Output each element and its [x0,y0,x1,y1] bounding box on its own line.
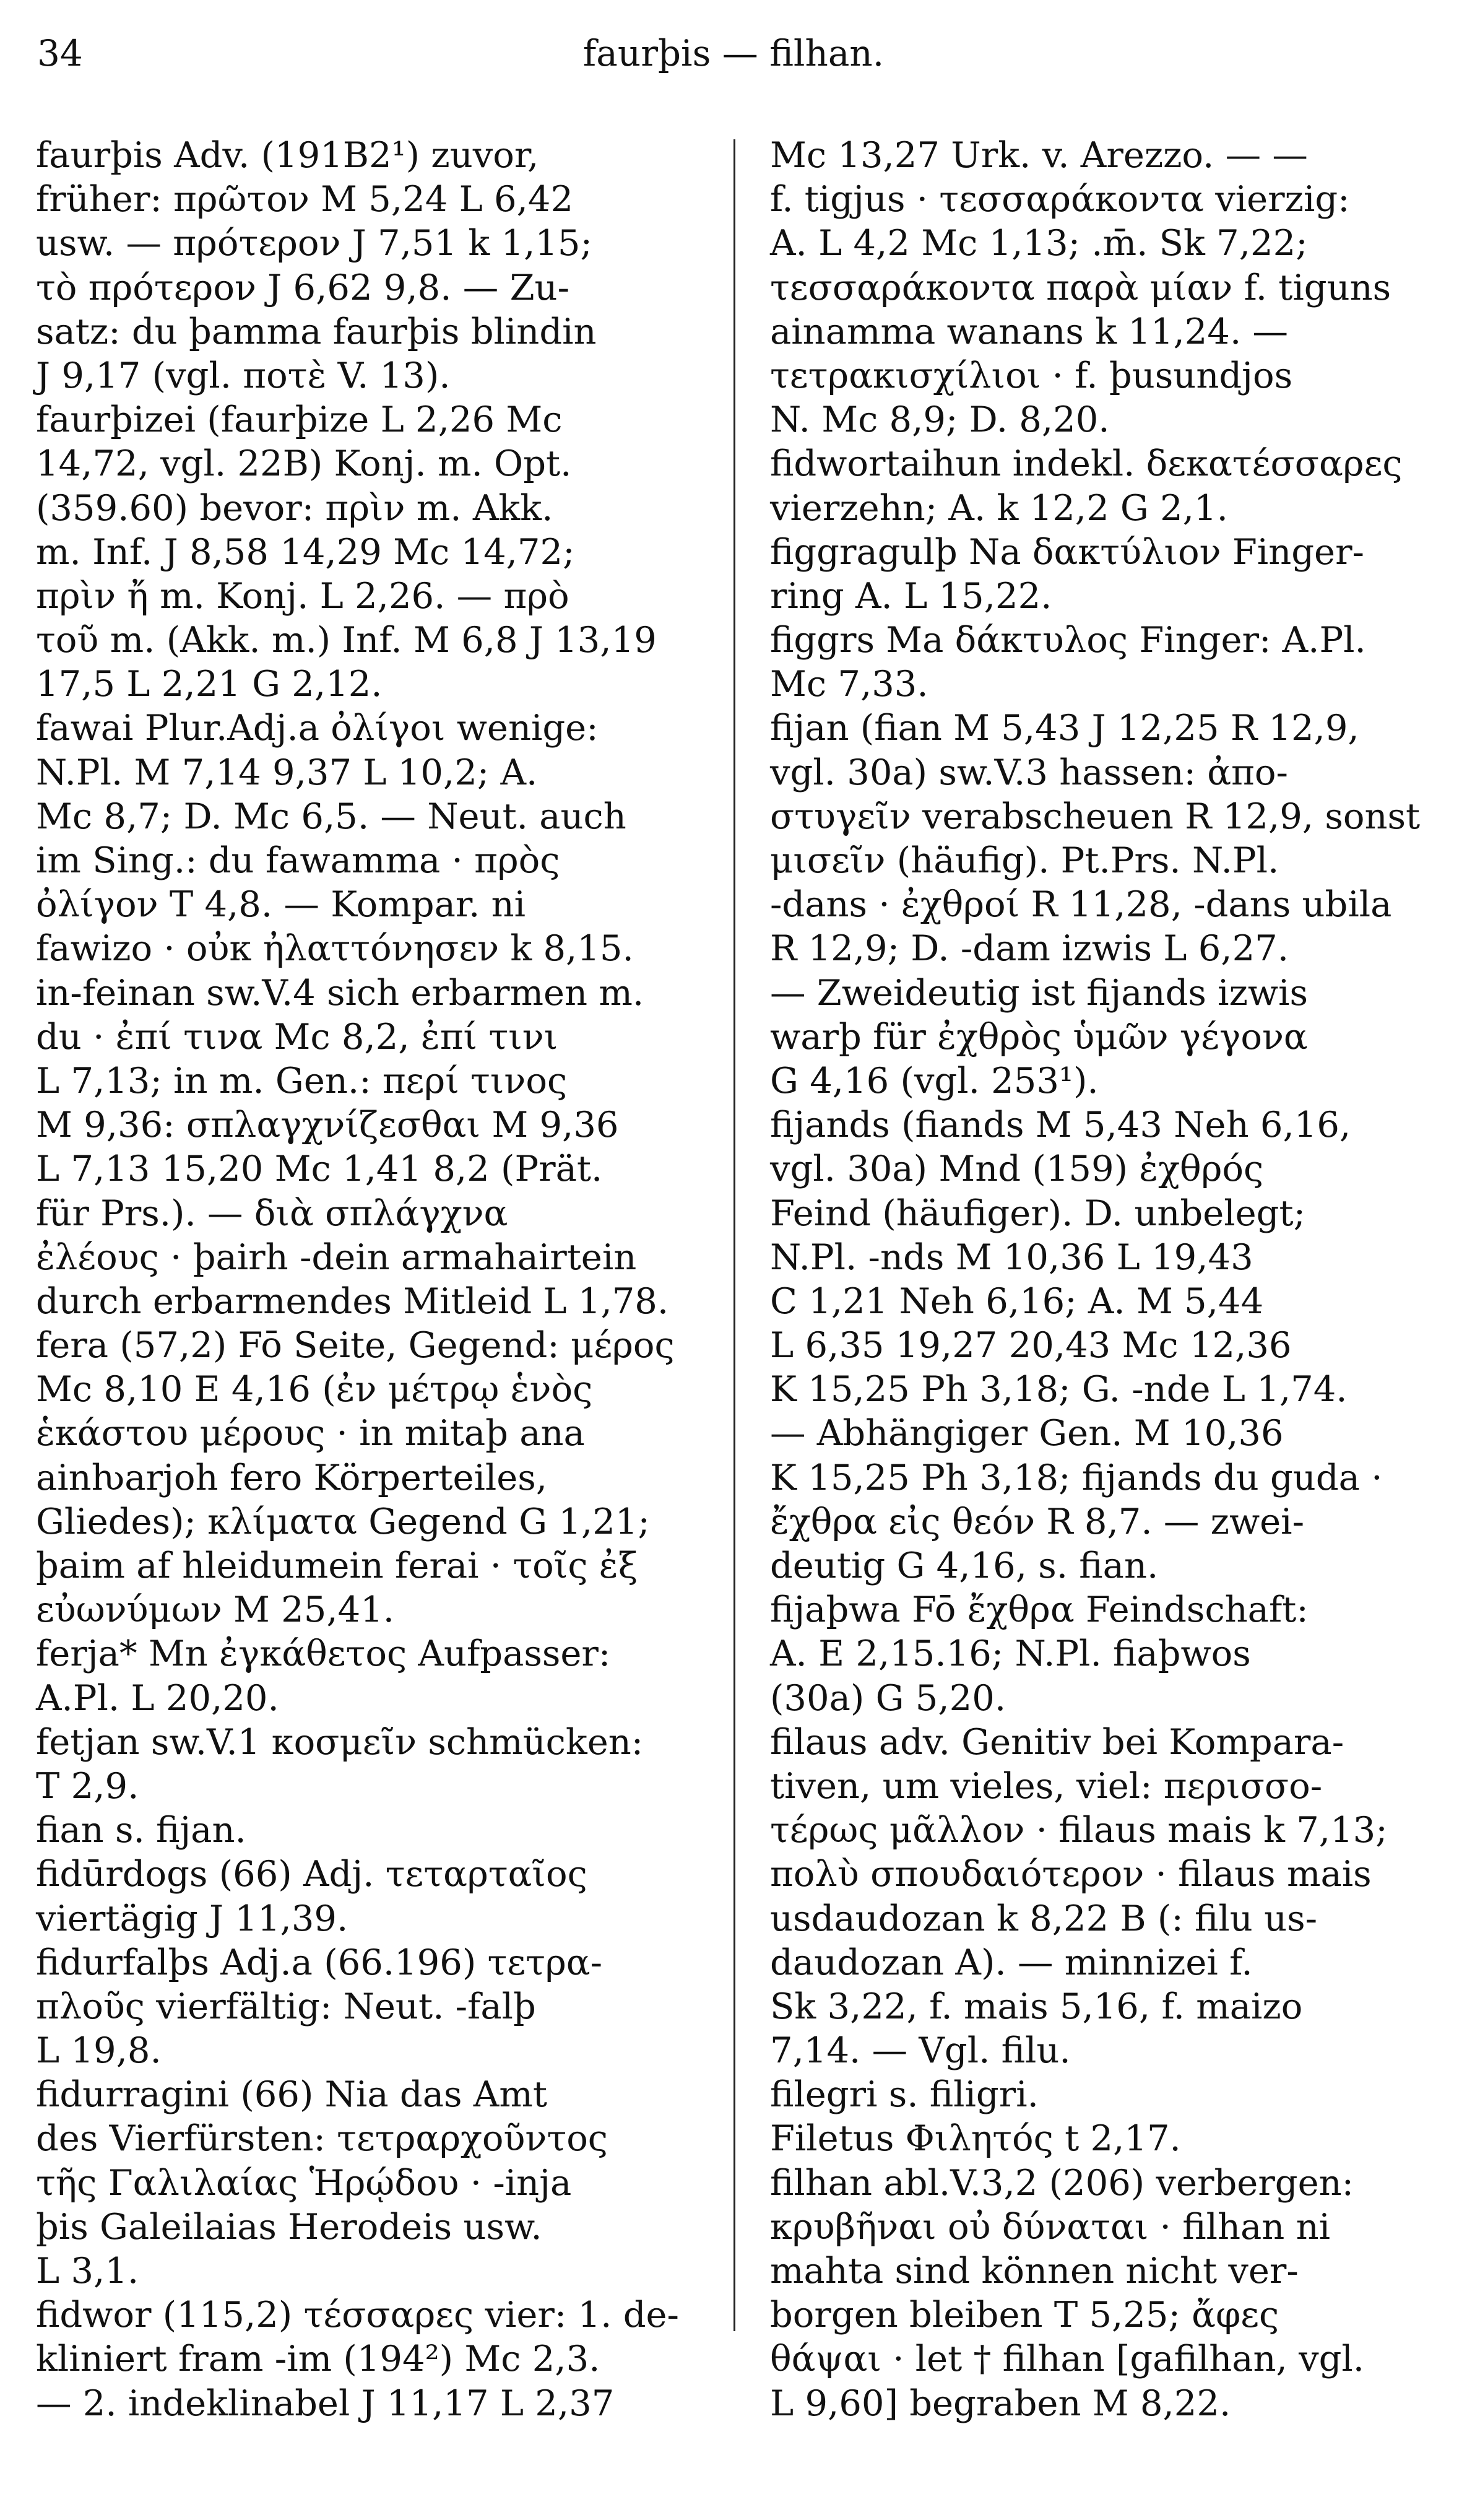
entry-line: L 3,1. [36,2250,139,2292]
entry-line: Mc 7,33. [770,663,928,705]
entry-line: Filetus Φιλητός t 2,17. [770,2118,1181,2160]
entry-line: L 7,13; in m. Gen.: περί τινος [36,1059,568,1101]
entry-line: Sk 3,22, f. mais 5,16, f. maizo [770,1985,1303,2027]
entry-line: πλοῦς vierfältig: Neut. -falþ [36,1985,536,2027]
dictionary-entry [770,2116,1439,2160]
page-number: 34 [37,32,83,74]
dictionary-entry [36,398,704,706]
entry-line: du · ἐπί τινα Mc 8,2, ἐπί τινι [36,1015,558,1058]
entry-line: — 2. indeklinabel J 11,17 L 2,37 [36,2382,615,2424]
entry-line: ainƕarjoh fero Körperteiles, [36,1456,548,1498]
entry-line: N.Pl. M 7,14 9,37 L 10,2; A. [36,751,538,793]
entry-line: τεσσαράκοντα παρὰ μίαν f. tiguns [770,266,1391,308]
entry-line: vierzehn; A. k 12,2 G 2,1. [770,487,1228,529]
entry-line: ainamma wanans k 11,24. — [770,310,1289,352]
dictionary-entry [770,530,1439,618]
entry-line: N. Mc 8,9; D. 8,20. [770,399,1110,441]
entry-line: T 2,9. [36,1765,139,1807]
entry-line: K 15,25 Ph 3,18; G. -nde L 1,74. [770,1368,1348,1410]
entry-line: vgl. 30a) Mnd (159) ἐχθρός [770,1148,1264,1190]
dictionary-entry [36,1323,704,1631]
entry-line: faurþizei (faurþize L 2,26 Mc [36,399,563,441]
entry-line: fidurragini (66) Nia das Amt [36,2074,547,2116]
entry-line: — Zweideutig ist fijands izwis [770,971,1308,1014]
entry-line: þis Galeilaias Herodeis usw. [36,2205,542,2248]
entry-line: L 7,13 15,20 Mc 1,41 8,2 (Prät. [36,1148,603,1190]
entry-line: πολὺ σπουδαιότερον · filaus mais [770,1853,1372,1895]
entry-line: usdaudozan k 8,22 B (: filu us- [770,1897,1318,1939]
entry-line: früher: πρῶτον M 5,24 L 6,42 [36,178,574,220]
entry-line: ring A. L 15,22. [770,575,1052,617]
dictionary-entry [770,706,1439,1103]
entry-line: τὸ πρότερον J 6,62 9,8. — Zu- [36,266,569,308]
entry-line: τέρως μᾶλλον · filaus mais k 7,13; [770,1809,1388,1851]
entry-line: Feind (häufiger). D. unbelegt; [770,1192,1305,1234]
entry-line: Mc 13,27 Urk. v. Arezzo. — — [770,134,1308,176]
running-head: faurþis — filhan. [582,32,885,74]
entry-line: in-feinan sw.V.4 sich erbarmen m. [36,971,644,1014]
entry-line: τῆς Γαλιλαίας Ἡρῴδου · -inja [36,2162,572,2204]
entry-line: fetjan sw.V.1 κοσμεῖν schmücken: [36,1721,644,1763]
dictionary-entry [770,1103,1439,1588]
entry-line: warþ für ἐχθρὸς ὑμῶν γέγονα [770,1015,1308,1058]
entry-line: L 19,8. [36,2030,162,2072]
entry-line: — Abhängiger Gen. M 10,36 [770,1412,1284,1454]
dictionary-entry [36,1808,704,1852]
entry-line: L 6,35 19,27 20,43 Mc 12,36 [770,1324,1292,1366]
entry-line: 14,72, vgl. 22B) Konj. m. Opt. [36,443,572,485]
page-header [37,32,1430,88]
entry-line: Mc 8,10 E 4,16 (ἐν μέτρῳ ἑνὸς [36,1368,593,1410]
entry-line: fijan (fian M 5,43 J 12,25 R 12,9, [770,707,1359,749]
dictionary-entry [770,618,1439,706]
entry-line: L 9,60] begraben M 8,22. [770,2382,1231,2424]
entry-line: fidwortaihun indekl. δεκατέσσαρες [770,443,1403,485]
entry-line: fian s. fijan. [36,1809,246,1851]
dictionary-entry [36,2293,704,2425]
entry-line: fidurfalþs Adj.a (66.196) τετρα- [36,1941,603,1983]
entry-line: (30a) G 5,20. [770,1677,1006,1719]
entry-line: kliniert fram -im (194²) Mc 2,3. [36,2338,600,2380]
right-column [770,133,1439,2425]
entry-line: filegri s. filigri. [770,2074,1039,2116]
entry-line: M 9,36: σπλαγχνίζεσθαι M 9,36 [36,1104,619,1146]
dictionary-entry [770,2072,1439,2116]
entry-line: durch erbarmendes Mitleid L 1,78. [36,1280,669,1322]
column-divider [734,139,735,2331]
entry-line: fawizo · οὐκ ἠλαττόνησεν k 8,15. [36,928,634,970]
entry-line: vgl. 30a) sw.V.3 hassen: ἀπο- [770,751,1288,793]
entry-line: Mc 8,7; D. Mc 6,5. — Neut. auch [36,795,626,837]
entry-line: fidwor (115,2) τέσσαρες vier: 1. de- [36,2294,679,2336]
entry-line: fidūrdogs (66) Adj. τεταρταῖος [36,1853,587,1895]
entry-line: satz: du þamma faurþis blindin [36,310,597,352]
entry-line: K 15,25 Ph 3,18; fijands du guda · [770,1456,1383,1498]
entry-line: -dans · ἐχθροί R 11,28, -dans ubila [770,884,1392,926]
left-column [36,133,704,2425]
entry-line: ἑκάστου μέρους · in mitaþ ana [36,1412,585,1454]
entry-line: A. L 4,2 Mc 1,13; .m̄. Sk 7,22; [770,222,1308,264]
entry-line: ferja* Mn ἐγκάθετος Aufpasser: [36,1633,611,1675]
entry-line: θάψαι · let † filhan [gafilhan, vgl. [770,2338,1365,2380]
entry-line: N.Pl. -nds M 10,36 L 19,43 [770,1236,1253,1278]
entry-line: daudozan A). — minnizei f. [770,1941,1253,1983]
entry-line: πρὶν ἤ m. Konj. L 2,26. — πρὸ [36,575,569,617]
entry-line: εὐωνύμων M 25,41. [36,1589,395,1631]
entry-line: ὀλίγον T 4,8. — Kompar. ni [36,884,526,926]
dictionary-entry [36,1940,704,2073]
entry-line: f. tigjus · τεσσαράκοντα vierzig: [770,178,1350,220]
entry-line: A.Pl. L 20,20. [36,1677,279,1719]
entry-line: μισεῖν (häufig). Pt.Prs. N.Pl. [770,840,1279,881]
entry-line: filhan abl.V.3,2 (206) verbergen: [770,2162,1354,2204]
entry-line: tiven, um vieles, viel: περισσο- [770,1765,1323,1807]
entry-line: mahta sind können nicht ver- [770,2250,1299,2292]
entry-line: faurþis Adv. (191B2¹) zuvor, [36,134,539,176]
entry-line: fawai Plur.Adj.a ὀλίγοι wenige: [36,707,599,749]
entry-line: στυγεῖν verabscheuen R 12,9, sonst [770,795,1421,837]
entry-line: fera (57,2) Fō Seite, Gegend: μέρος [36,1324,675,1366]
entry-line: borgen bleiben T 5,25; ἄφες [770,2294,1279,2336]
entry-line: fijaþwa Fō ἔχθρα Feindschaft: [770,1589,1309,1631]
dictionary-entry [36,1631,704,1719]
dictionary-entry [36,971,704,1324]
entry-line: m. Inf. J 8,58 14,29 Mc 14,72; [36,531,575,573]
entry-line: usw. — πρότερον J 7,51 k 1,15; [36,222,592,264]
entry-line: 7,14. — Vgl. filu. [770,2030,1071,2072]
dictionary-entry [36,1852,704,1940]
entry-line: R 12,9; D. -dam izwis L 6,27. [770,928,1289,970]
entry-line: fijands (fiands M 5,43 Neh 6,16, [770,1104,1351,1146]
entry-line: Gliedes); κλίματα Gegend G 1,21; [36,1500,650,1542]
entry-line: þaim af hleidumein ferai · τοῖς ἐξ [36,1545,638,1586]
entry-line: filaus adv. Genitiv bei Kompara- [770,1721,1344,1763]
entry-line: τοῦ m. (Akk. m.) Inf. M 6,8 J 13,19 [36,619,657,661]
entry-line: deutig G 4,16, s. fian. [770,1545,1159,1586]
entry-line: G 4,16 (vgl. 253¹). [770,1059,1099,1101]
dictionary-entry [36,1720,704,1808]
entry-line: J 9,17 (vgl. ποτὲ V. 13). [36,354,451,396]
dictionary-entry [770,1588,1439,1720]
dictionary-entry [36,706,704,970]
dictionary-entry [36,133,704,398]
entry-line: figgrs Ma δάκτυλος Finger: A.Pl. [770,619,1366,661]
entry-line: τετρακισχίλιοι · f. þusundjos [770,354,1293,396]
dictionary-entry [770,133,1439,441]
entry-line: im Sing.: du fawamma · πρὸς [36,840,560,881]
dictionary-entry [770,1720,1439,2073]
entry-line: ἔχθρα εἰς θεόν R 8,7. — zwei- [770,1500,1305,1542]
entry-line: viertägig J 11,39. [36,1897,348,1939]
dictionary-entry [36,2072,704,2293]
dictionary-entry [770,2161,1439,2425]
entry-line: (359.60) bevor: πρὶν m. Akk. [36,487,553,529]
entry-line: ἐλέους · þairh -dein armahairtein [36,1236,637,1278]
dictionary-entry [770,441,1439,529]
entry-line: 17,5 L 2,21 G 2,12. [36,663,383,705]
entry-line: A. E 2,15.16; N.Pl. fiaþwos [770,1633,1251,1675]
entry-line: C 1,21 Neh 6,16; A. M 5,44 [770,1280,1264,1322]
entry-line: figgragulþ Na δακτύλιον Finger- [770,531,1364,573]
entry-line: des Vierfürsten: τετραρχοῦντος [36,2118,608,2160]
entry-line: κρυβῆναι οὐ δύναται · filhan ni [770,2205,1331,2248]
entry-line: für Prs.). — διὰ σπλάγχνα [36,1192,508,1234]
